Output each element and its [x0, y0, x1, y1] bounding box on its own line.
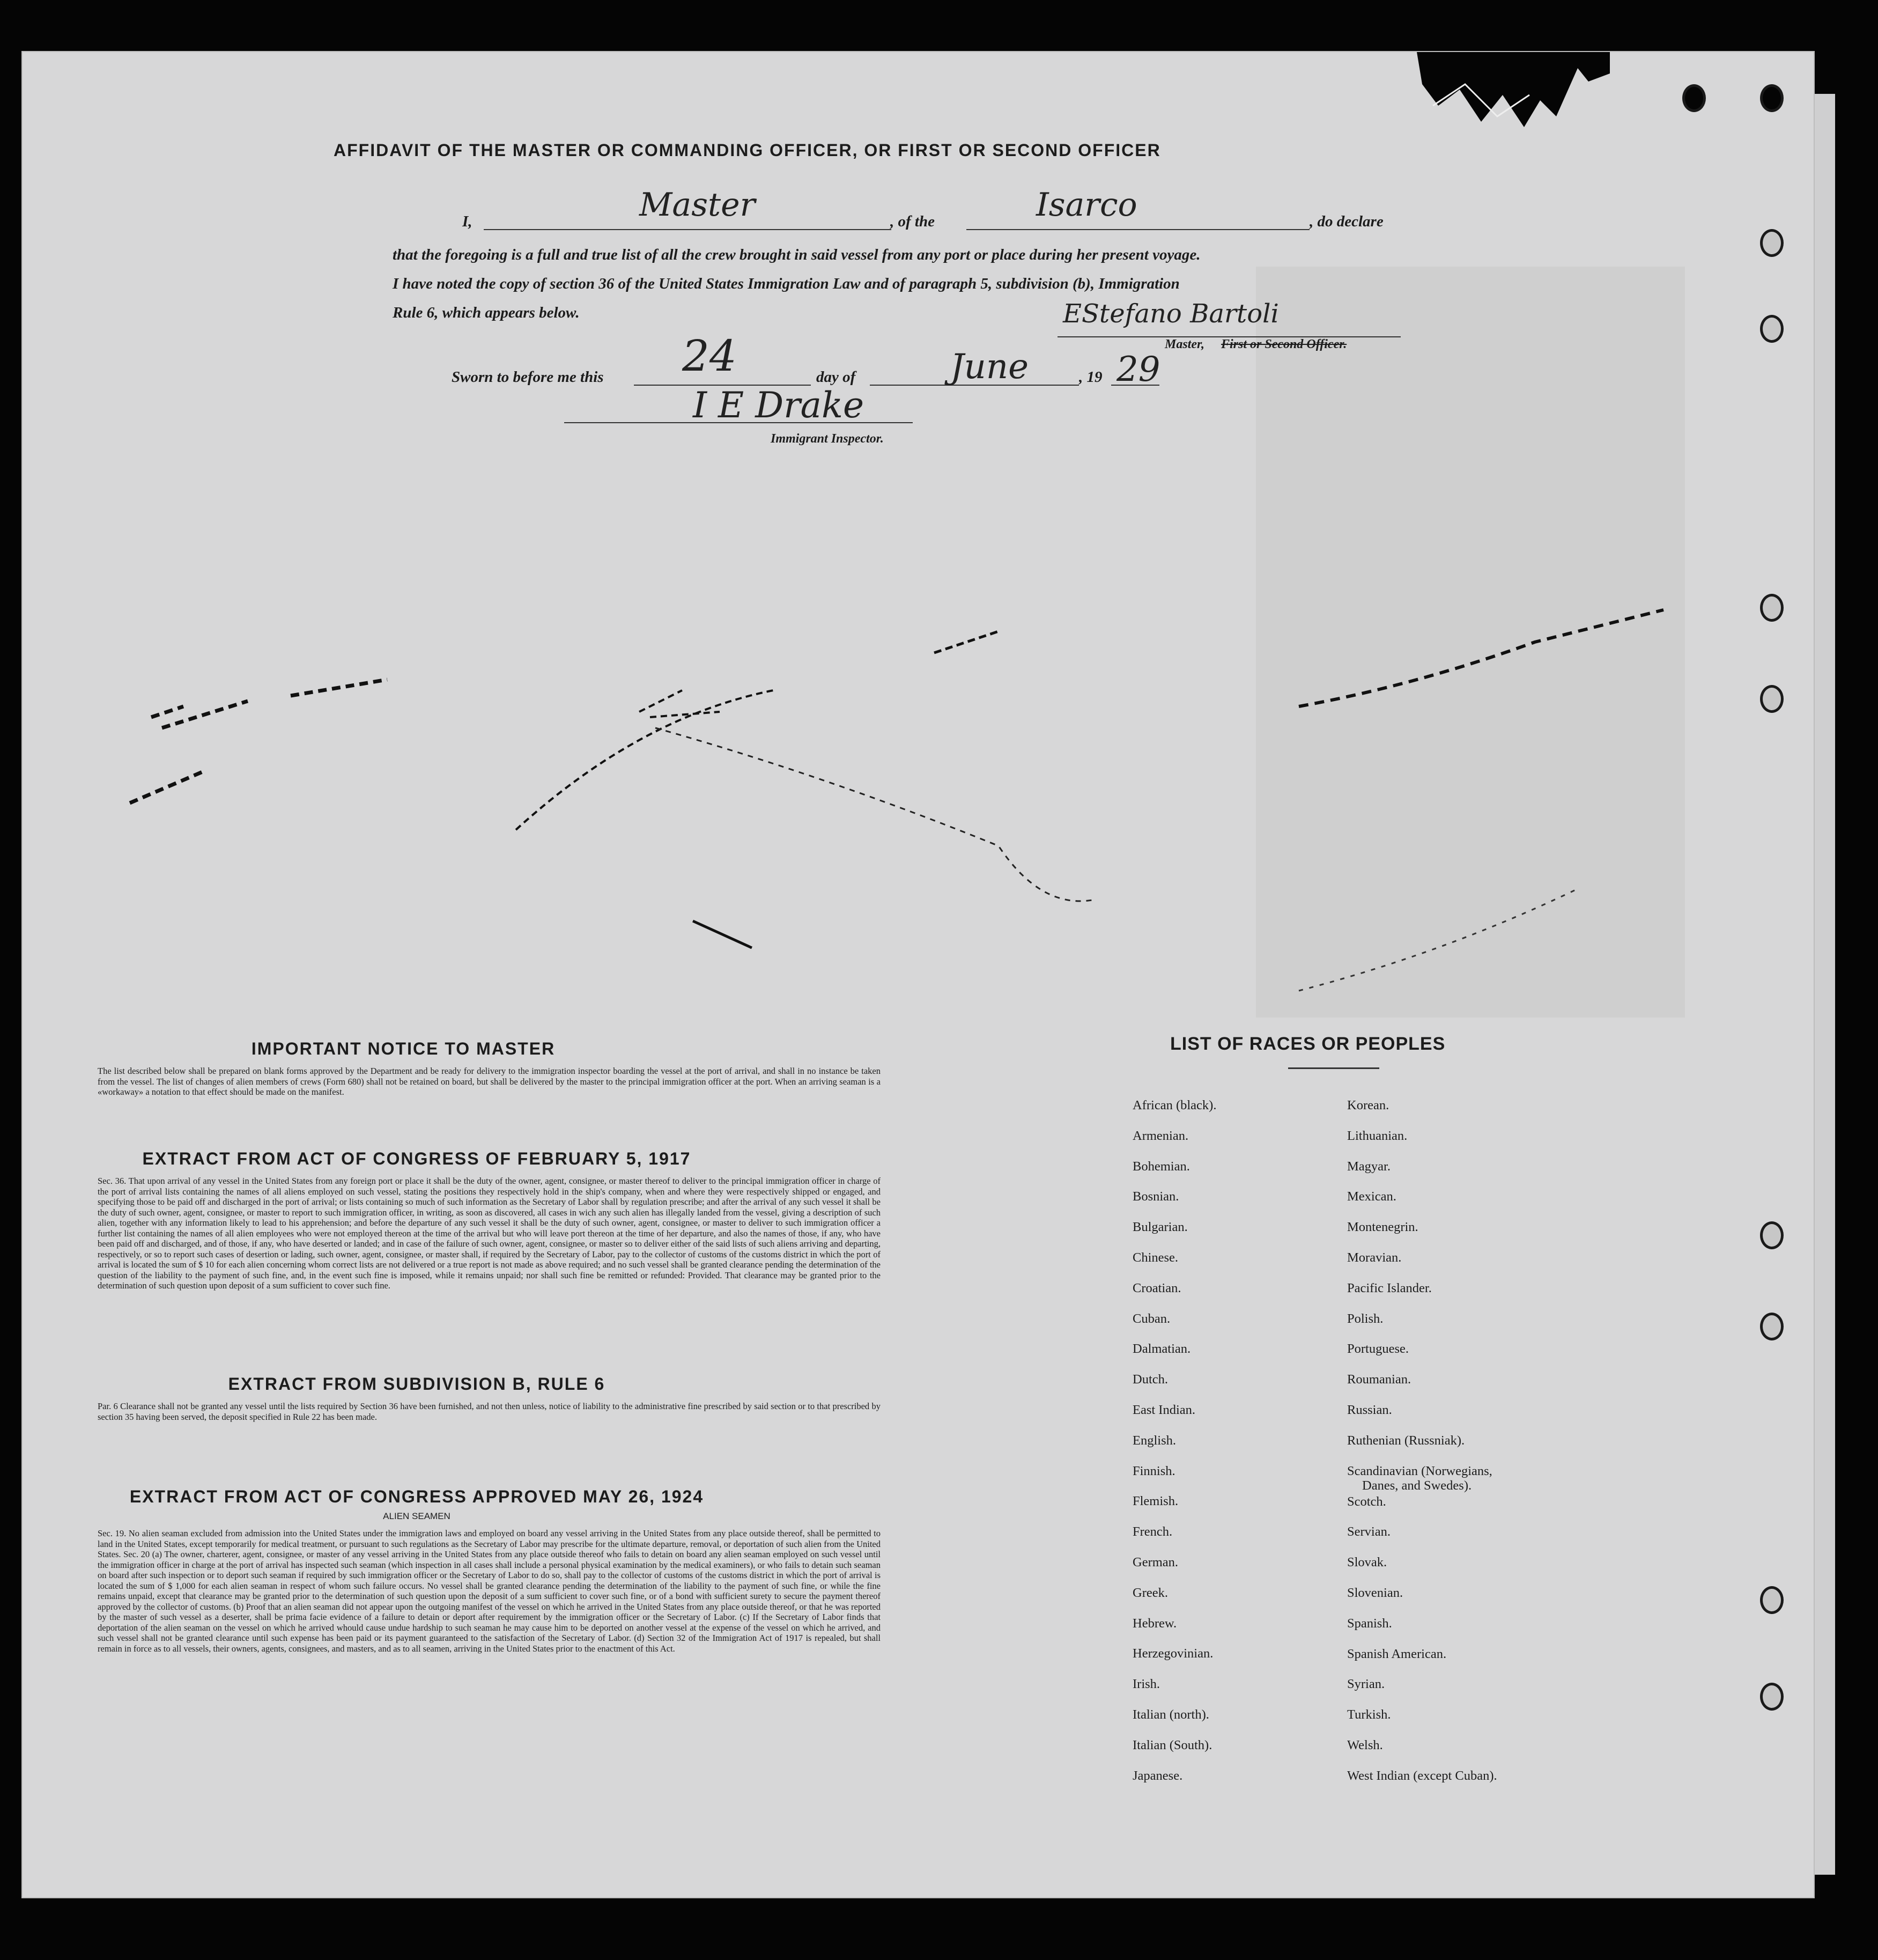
race-item: Magyar.: [1347, 1159, 1391, 1174]
race-item: Pacific Islander.: [1347, 1280, 1432, 1295]
race-item: West Indian (except Cuban).: [1347, 1768, 1497, 1783]
race-item: Lithuanian.: [1347, 1128, 1408, 1143]
of-the-label: , of the: [890, 213, 935, 230]
race-item: Scotch.: [1347, 1494, 1386, 1509]
extract-rule6-body: Par. 6 Clearance shall not be granted any vessel until the lists required by Section 36 have been furnished, and not then unless, notice of liability to the administrative fine prescribed by said section or to that prescribed by section 35 having been served, the deposit specified in Rule 22 has been made.: [98, 1401, 881, 1422]
race-item: African (black).: [1133, 1098, 1217, 1112]
torn-corner: [1417, 52, 1610, 132]
handwritten-day: 24: [682, 331, 737, 381]
race-item: Moravian.: [1347, 1250, 1402, 1265]
race-item: Montenegrin.: [1347, 1220, 1418, 1235]
bleed-through: [1256, 267, 1685, 1018]
race-item: Polish.: [1347, 1311, 1384, 1326]
race-item: Dalmatian.: [1133, 1342, 1191, 1357]
struck-officer-caption: First or Second Officer.: [1221, 337, 1347, 351]
race-item: Servian.: [1347, 1524, 1391, 1539]
race-item: Italian (north).: [1133, 1707, 1209, 1722]
races-left-column: [1133, 1098, 1216, 1799]
race-item: Bohemian.: [1133, 1159, 1190, 1174]
race-item: Korean.: [1347, 1098, 1389, 1112]
punch-hole-icon: [1760, 1221, 1784, 1249]
race-item: Chinese.: [1133, 1250, 1179, 1265]
race-item: Herzegovinian.: [1133, 1646, 1214, 1661]
handwritten-rank: Master: [639, 186, 756, 224]
races-title: LIST OF RACES OR PEOPLES: [1170, 1034, 1446, 1054]
race-item: Ruthenian (Russniak).: [1347, 1433, 1465, 1448]
race-item: Cuban.: [1133, 1311, 1171, 1326]
extract-1924-subtitle: ALIEN SEAMEN: [383, 1511, 450, 1521]
race-item: Syrian.: [1347, 1677, 1385, 1692]
race-item: Spanish.: [1347, 1616, 1392, 1631]
extract-1917-body: Sec. 36. That upon arrival of any vessel in the United States from any foreign port or place it shall be the duty of the owner, agent, consignee, or master thereof to deliver to the principal immigration officer in charge of the port of arrival lists containing the names of all aliens employed on such vessel, stating the positions they respectively hold in the ship's company, when and where they were respectively shipped or engaged, and specifying those to be paid off and discharged in the port of arrival; or lists containing so much of such information as the Secretary of Labor shall by regulation prescribe; and after the arrival of any such vessel it shall be the duty of such owner, agent, consignee, or master to report to such immigration officer, in writing, as soon as discovered, all cases in wich any such alien has illegally landed from the vessel, giving a description of such alien, together with any information likely to lead to his apprehension; and before the departure of any such vessel it shall be the duty of such owner, agent, consignee, or master to deliver to such immigration officer a further list containing the names of all alien employees who were not employed thereon at the time of the arrival but who will leave port thereon at the time of her departure, and also the names of those, if any, who have been paid off and discharged, and of those, if any, who have deserted or landed; and in case of the failure of such owner, agent, consignee, or master so to deliver either of the said lists of such aliens arriving and departing, respectively, or so to report such cases of desertion or lading, such owner, agent, consignee, or master shall, if required by the Secretary of Labor, pay to the collector of customs of the customs district in which the port of arrival is located the sum of $ 10 for each alien concerning whom correct lists are not delivered or a true report is not made as above required; and no such vessel shall be granted clearance pending the determination of the question of the liability to the payment of such fine, and, in the event such fine is imposed, while it remains unpaid; nor shall such fine be remitted or refunded: Provided. That clearance may be granted prior to the determination of such question upon deposit of a sum sufficient to cover such fine.: [98, 1176, 881, 1291]
day-of-label: day of: [816, 369, 856, 386]
race-item: Flemish.: [1133, 1494, 1179, 1509]
race-item: Finnish.: [1133, 1463, 1175, 1478]
extract-1917-title: EXTRACT FROM ACT OF CONGRESS OF FEBRUARY 5, 1917: [142, 1149, 691, 1168]
race-item: East Indian.: [1133, 1402, 1196, 1417]
race-item: Turkish.: [1347, 1707, 1391, 1722]
races-right-column: [1347, 1098, 1497, 1799]
races-title-rule: [1288, 1067, 1379, 1069]
extract-1924-title: EXTRACT FROM ACT OF CONGRESS APPROVED MAY 26, 1924: [129, 1487, 704, 1506]
race-item: Greek.: [1133, 1585, 1168, 1600]
race-item: Armenian.: [1133, 1128, 1189, 1143]
affidavit-line-3: I have noted the copy of section 36 of the United States Immigration Law and of paragraph 5, subdivision (b), Immigration: [393, 275, 1180, 292]
punch-hole-icon: [1760, 685, 1784, 713]
sworn-label: Sworn to before me this: [452, 369, 604, 386]
race-item: Spanish American.: [1347, 1646, 1447, 1661]
handwritten-month: June: [950, 347, 1029, 387]
punch-hole-icon: [1760, 229, 1784, 257]
affidavit-line-2: that the foregoing is a full and true list of all the crew brought in said vessel from any port or place during her present voyage.: [393, 246, 1201, 263]
year-prefix: , 19: [1079, 369, 1103, 386]
extract-1924-body: Sec. 19. No alien seaman excluded from admission into the United States under the immigration laws and employed on board any vessel arriving in the United States from any place outside thereof, shall be permitted to land in the United States, except temporarily for medical treatment, or pursuant to such regulations as the Secretary of Labor may prescribe for the ultimate departure, removal, or deportation of such alien from the United States. Sec. 20 (a) The owner, charterer, agent, consignee, or master of any vessel arriving in the United States from any place outside thereof who fails to detain on board any alien seaman employed on such vessel until the immigration officer in charge at the port of arrival has inspected such seaman (which inspection in all cases shall include a personal physical examination by the medical examiners), or who fails to detain such seaman on board after such inspection or to deport such seaman if required by such immigration officer or the Secretary of Labor to do so, shall pay to the collector of customs of the customs district in which the port of arrival is located the sum of $ 1,000 for each alien seaman in respect of whom such failure occurs. No vessel shall be granted clearance pending the determination of the liability to the payment of such fine, or while the fine remains unpaid, except that clearance may be granted prior to the determination of such question upon the deposit of a sum sufficient to cover such fine, or of a bond with sufficient surety to secure the payment thereof approved by the collector of customs. (b) Proof that an alien seaman did not appear upon the outgoing manifest of the vessel on which he arrived in the United States from any place outside thereof, or that he was reported by the master of such vessel as a deserter, shall be prima facie evidence of a failure to detain or deport after requirement by the immigration officer or the Secretary of Labor. (c) If the Secretary of Labor finds that deportation of the alien seaman on the vessel on which he arrived whould cause undue hardship to such seaman he may cause him to be deported on another vessel at the expense of the vessel on which he arrived, and such vessel shall not be granted clearance until such expense has been paid or its payment guaranteed to the satisfaction of the Secretary of Labor. (d) Section 32 of the Immigration Act of 1917 is repealed, but shall remain in force as to all vessels, their owners, agents, consignees, and masters, and as to all seamen, arriving in the United States prior to the enactment of this Act.: [98, 1528, 881, 1654]
race-item: French.: [1133, 1524, 1173, 1539]
vessel-field-line: [966, 229, 1310, 230]
race-item: Russian.: [1347, 1402, 1392, 1417]
race-item: Croatian.: [1133, 1280, 1181, 1295]
race-item: Danes, and Swedes).: [1362, 1478, 1472, 1493]
race-item: Japanese.: [1133, 1768, 1183, 1783]
race-item: Bosnian.: [1133, 1189, 1179, 1204]
race-item: Slovak.: [1347, 1555, 1387, 1570]
race-item: Scandinavian (Norwegians,: [1347, 1463, 1492, 1478]
inspector-line: [564, 422, 913, 423]
punch-hole-icon: [1760, 1313, 1784, 1340]
race-item: Welsh.: [1347, 1737, 1383, 1752]
master-caption: Master,: [1165, 337, 1205, 351]
extract-rule6-title: EXTRACT FROM SUBDIVISION B, RULE 6: [228, 1374, 605, 1394]
affidavit-line-4: Rule 6, which appears below.: [393, 304, 580, 321]
affidavit-title: AFFIDAVIT OF THE MASTER OR COMMANDING OFFICER, OR FIRST OR SECOND OFFICER: [334, 141, 1161, 160]
race-item: Mexican.: [1347, 1189, 1396, 1204]
notice-body: The list described below shall be prepared on blank forms approved by the Department and be ready for delivery to the immigration inspector boarding the vessel at the port of arrival, and shall in no instance be taken from the vessel. The list of changes of alien members of crews (Form 680) shall not be retained on board, but shall be delivered by the master to the principal immigration officer at the port. When an arriving seaman is a «workaway» a notation to that effect should be made on the manifest.: [98, 1066, 881, 1097]
punch-hole-icon: [1760, 594, 1784, 622]
handwritten-year: 29: [1117, 350, 1160, 389]
do-declare-label: , do declare: [1310, 213, 1384, 230]
master-signature: EStefano Bartoli: [1063, 299, 1279, 329]
race-item: Roumanian.: [1347, 1372, 1411, 1387]
punch-hole-icon: [1760, 1586, 1784, 1614]
race-item: Dutch.: [1133, 1372, 1168, 1387]
race-item: Portuguese.: [1347, 1342, 1409, 1357]
race-item: German.: [1133, 1554, 1179, 1570]
handwritten-vessel: Isarco: [1036, 186, 1137, 224]
race-item: Bulgarian.: [1133, 1220, 1188, 1235]
race-item: English.: [1133, 1433, 1176, 1448]
race-item: Slovenian.: [1347, 1585, 1403, 1600]
punch-hole-icon: [1760, 315, 1784, 343]
punch-hole-icon: [1682, 84, 1706, 112]
inspector-signature: I E Drake: [693, 385, 864, 426]
punch-hole-icon: [1760, 84, 1784, 112]
inspector-caption: Immigrant Inspector.: [771, 432, 884, 446]
document-page: [21, 51, 1815, 1898]
i-label: I,: [462, 213, 472, 230]
punch-hole-icon: [1760, 1683, 1784, 1711]
race-item: Irish.: [1133, 1677, 1160, 1692]
notice-title: IMPORTANT NOTICE TO MASTER: [251, 1039, 556, 1058]
race-item: Italian (South).: [1133, 1737, 1212, 1752]
race-item: Hebrew.: [1133, 1616, 1177, 1631]
rank-field-line: [484, 229, 891, 230]
